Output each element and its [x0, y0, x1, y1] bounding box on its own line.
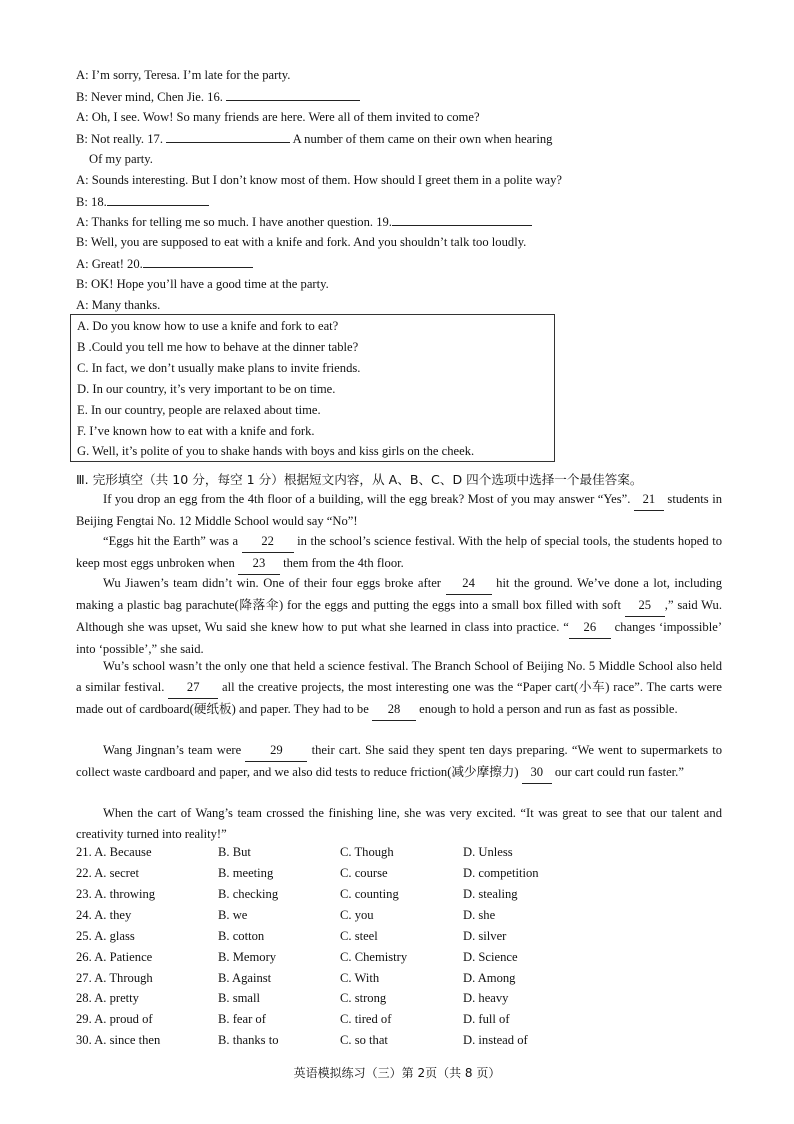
dialogue-line: A: Many thanks. [76, 298, 161, 312]
dialogue-line: A: Sounds interesting. But I don’t know most of them. How should I greet them in a polite way? [76, 173, 562, 187]
section-title: Ⅲ. 完形填空（共 10 分，每空 1 分）根据短文内容，从 A、B、C、D 四个选项中选择一个最佳答案。 [76, 472, 643, 487]
option-item: E. In our country, people are relaxed about time. [77, 403, 321, 417]
page-footer: 英语模拟练习（三）第 2页（共 8 页） [293, 1066, 501, 1080]
option-item: C. In fact, we don’t usually make plans to invite friends. [77, 361, 361, 375]
option-item: B .Could you tell me how to behave at the dinner table? [77, 340, 359, 354]
passage-paragraph-1: If you drop an egg from the 4th floor of a building, will the egg break? Most of you may answer “Yes”. 21 students in Beijing Fengtai No. 12 Middle School would say “No”! [76, 489, 722, 532]
dialogue-line: Of my party. [89, 152, 153, 166]
dialogue-line: A: Great! 20. [76, 255, 253, 272]
answer-blank-23[interactable]: 23 [238, 553, 280, 575]
answer-blank-25[interactable]: 25 [625, 595, 665, 617]
answer-blank-29[interactable]: 29 [245, 740, 307, 762]
option-item: A. Do you know how to use a knife and fork to eat? [77, 319, 339, 333]
answer-blank-17[interactable] [166, 130, 290, 143]
answer-blank-19[interactable] [392, 213, 532, 226]
answer-blank-24[interactable]: 24 [446, 573, 492, 595]
answer-blank-26[interactable]: 26 [569, 617, 611, 639]
passage-paragraph-6: When the cart of Wang’s team crossed the finishing line, she was very excited. “It was great to see that our talent and creativity turned into reality!” [76, 806, 722, 841]
answer-blank-22[interactable]: 22 [242, 531, 294, 553]
dialogue-line: A: Thanks for telling me so much. I have another question. 19. [76, 213, 532, 230]
dialogue-line: A: I’m sorry, Teresa. I’m late for the party. [76, 68, 291, 82]
exam-page: A: I’m sorry, Teresa. I’m late for the party. B: Never mind, Chen Jie. 16. A: Oh, I see. Wow! So many friends are here. Were all of them invited to come? B: Not really. 17. A number of them came on their own when hearing Of my party. A: Sounds interesting. But I don’t know most of them. How should I greet them in a polite way? B: 18. A: Thanks for telling me so much. I have another question. 19. B: Well, you are supposed to eat with a knife and fork. And you shouldn’t talk too loudly. A: Great! 20. B: OK! Hope you’ll have a good time at the party. A: Many thanks. A. Do you know how to use a knife and fork to eat? B .Could you tell me how to behave at the dinner table? C. In fact, we don’t usually make plans to invite friends. D. In our country, it’s very important to be on time. E. In our country, people are relaxed about time. F. I’ve known how to eat with a knife and fork. G. Well, it’s polite of you to shake hands with boys and kiss girls on the cheek. Ⅲ. 完形填空（共 10 分，每空 1 分）根据短文内容，从 A、B、C、D 四个选项中选择一个最佳答案。 If you drop an egg from the 4th floor of a building, will the egg break? Most of you may answer “Yes”. 21 students in Beijing Fengtai No. 12 Middle School would say “No”! “Eggs hit the Earth” was a 22 in the school’s science festival. With the help of special tools, the students hoped to keep most eggs unbroken when 23 them from the 4th floor. Wu Jiawen’s team didn’t win. One of their four eggs broke after 24 hit the ground. We’ve done a lot, including making a plastic bag parachute(降落伞) for the eggs and putting the eggs into a small box filled with soft 25 ,” said Wu. Although she was upset, Wu said she knew how to put what she learned in class into practice. “ 26 changes ‘impossible’ into ‘possible’,” she said. Wu’s school wasn’t the only one that held a science festival. The Branch School of Beijing No. 5 Middle School also held a similar festival. 27 all the creative projects, the most interesting one was the “Paper cart(小车) race”. The carts were made out of cardboard(硬纸板) and paper. They had to be 28 enough to hold a person and run as fast as possible. Wang Jingnan’s team were 29 their cart. She said they spent ten days preparing. “We went to supermarkets to collect waste cardboard and paper, and we also did tests to reduce friction(减少摩擦力) 30 our cart could run faster.” When the cart of Wang’s team crossed the finishing line, she was very excited. “It was great to see that our talent and creativity turned into reality!” 21. A. Because B. But C. Though D. Unless 22. A. secret B. meeting C. course D. competition 23. A. throwing B. checking C. counting D. stealing 24. A. they B. we C. you D. she 25. A. glass B. cotton C. steel D. silver 26. A. Patience B. Memory C. Chemistry D. Science 27. A. Through B. Against C. With D. Among 28. A. pretty B. small C. strong D. heavy 29. A. proud of B. fear of C. tired of D. full of 30. A. since then B. thanks to C. so that D. instead of 英语模拟练习（三）第 2页（共 8 页） [0, 0, 794, 1124]
answer-blank-16[interactable] [226, 88, 360, 101]
answer-blank-18[interactable] [107, 193, 209, 206]
dialogue-line: B: Not really. 17. A number of them came on their own when hearing [76, 132, 553, 146]
answer-blank-27[interactable]: 27 [168, 677, 218, 699]
passage-paragraph-5: Wang Jingnan’s team were 29 their cart. She said they spent ten days preparing. “We went to supermarkets to collect waste cardboard and paper, and we also did tests to reduce friction(减少摩擦力) 30 our cart could run faster.” [76, 740, 722, 784]
dialogue-line: B: OK! Hope you’ll have a good time at the party. [76, 277, 329, 291]
dialogue-line: B: Well, you are supposed to eat with a knife and fork. And you shouldn’t talk too loudly. [76, 235, 527, 249]
passage-paragraph-3: Wu Jiawen’s team didn’t win. One of their four eggs broke after 24 hit the ground. We’ve done a lot, including making a plastic bag parachute(降落伞) for the eggs and putting the eggs into a small box filled with soft 25 ,” said Wu. Although she was upset, Wu said she knew how to put what she learned in class into practice. “ 26 changes ‘impossible’ into ‘possible’,” she said. [76, 573, 722, 660]
option-item: D. In our country, it’s very important to be on time. [77, 382, 336, 396]
passage-paragraph-2: “Eggs hit the Earth” was a 22 in the school’s science festival. With the help of special tools, the students hoped to keep most eggs unbroken when 23 them from the 4th floor. [76, 531, 722, 575]
passage-paragraph-4: Wu’s school wasn’t the only one that held a science festival. The Branch School of Beijing No. 5 Middle School also held a similar festival. 27 all the creative projects, the most interesting one was the “Paper cart(小车) race”. The carts were made out of cardboard(硬纸板) and paper. They had to be 28 enough to hold a person and run as fast as possible. [76, 656, 722, 721]
dialogue-line: B: Never mind, Chen Jie. 16. [76, 88, 360, 105]
option-item: G. Well, it’s polite of you to shake hands with boys and kiss girls on the cheek. [77, 444, 475, 458]
dialogue-line: B: 18. [76, 193, 209, 210]
answer-blank-20[interactable] [143, 255, 253, 268]
options-box [70, 314, 555, 462]
option-item: F. I’ve known how to eat with a knife and fork. [77, 424, 315, 438]
answer-blank-30[interactable]: 30 [522, 762, 552, 784]
answer-blank-21[interactable]: 21 [634, 489, 664, 511]
answer-blank-28[interactable]: 28 [372, 699, 416, 721]
dialogue-line: A: Oh, I see. Wow! So many friends are here. Were all of them invited to come? [76, 110, 480, 124]
